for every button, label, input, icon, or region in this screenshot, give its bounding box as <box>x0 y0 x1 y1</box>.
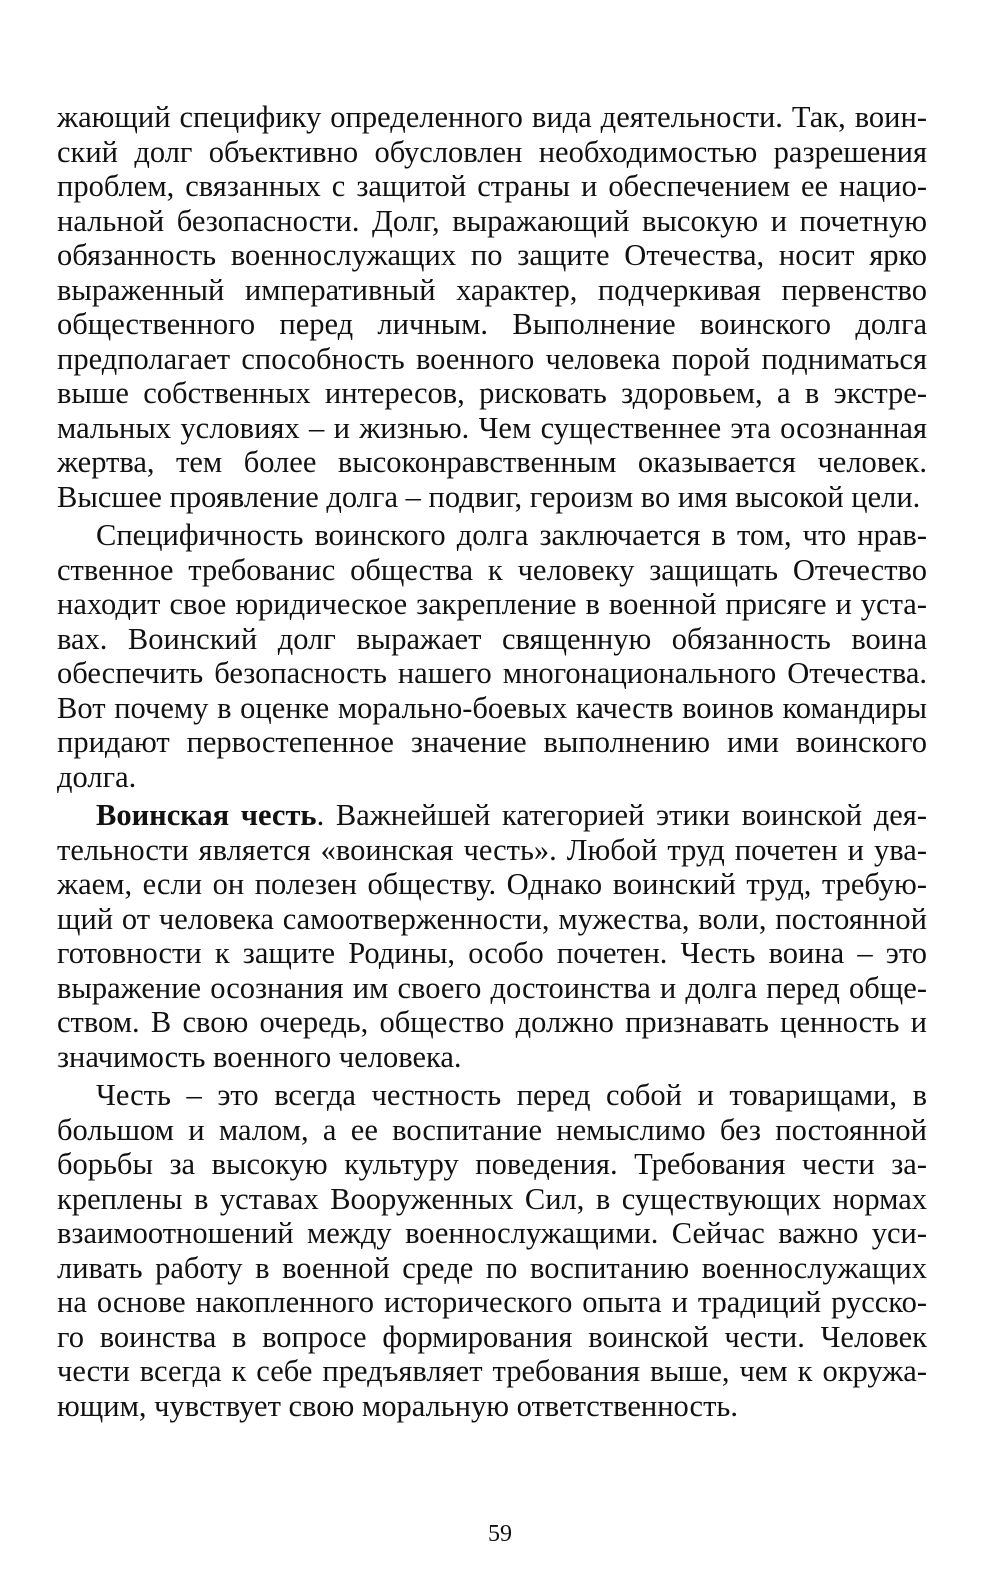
body-text <box>57 100 927 1427</box>
paragraph-text: Специфичность воинского долга заключается в том, что нравственное требованис общества к человеку защищать Отечество находит свое юридическое закрепление в военной присяге и уставах. Воинский долг выражает священную обязанность воина обеспечить безопасность нашего многонационального Отечества. Вот почему в оценке морально-боевых качеств воинов командиры придают первостепенное значение выполнению ими воинского долга. <box>57 518 927 794</box>
paragraph-duty-continued <box>57 100 927 514</box>
paragraph-honor-honesty <box>57 1078 927 1423</box>
paragraph-military-honor <box>57 798 927 1074</box>
term-heading: Воинская честь <box>96 798 317 832</box>
paragraph-text: . Важнейшей категорией этики воинской деятельности является «воинская честь». Любой труд почетен и уважаем, если он полезен обществу. Однако воинский труд, требующий от человека самоотверженности, мужества, воли, постоянной готовности к защите Родины, особо почетен. Честь воина – это выражение осознания им своего достоинства и долга перед обществом. В свою очередь, общество должно признавать ценность и значимость военного человека. <box>57 798 927 1074</box>
page-number: 59 <box>488 1521 512 1547</box>
paragraph-text: жающий специфику определенного вида деятельности. Так, воинский долг объективно обусловлен необходимостью разрешения проблем, связанных с защитой страны и обеспечением ее национальной безопасности. Долг, выражающий высокую и почетную обязанность военнослужащих по защите Отечества, носит ярко выраженный императивный характер, подчеркивая первенство общественного перед личным. Выполнение воинского долга предполагает способность военного человека порой подниматься выше собственных интересов, рисковать здоровьем, а в экстремальных условиях – и жизнью. Чем существеннее эта осознанная жертва, тем более высоконравственным оказывается человек. Высшее проявление долга – подвиг, героизм во имя высокой цели. <box>57 100 927 514</box>
paragraph-duty-specifics <box>57 518 927 794</box>
paragraph-text: Честь – это всегда честность перед собой и товарищами, в большом и малом, а ее воспитание немыслимо без постоянной борьбы за высокую культуру поведения. Требования чести закреплены в уставах Вооруженных Сил, в существующих нормах взаимоотношений между военнослужащими. Сейчас важно усиливать работу в военной среде по воспитанию военнослужащих на основе накопленного исторического опыта и традиций русского воинства в вопросе формирования воинской чести. Человек чести всегда к себе предъявляет требования выше, чем к окружающим, чувствует свою моральную ответственность. <box>57 1078 927 1423</box>
